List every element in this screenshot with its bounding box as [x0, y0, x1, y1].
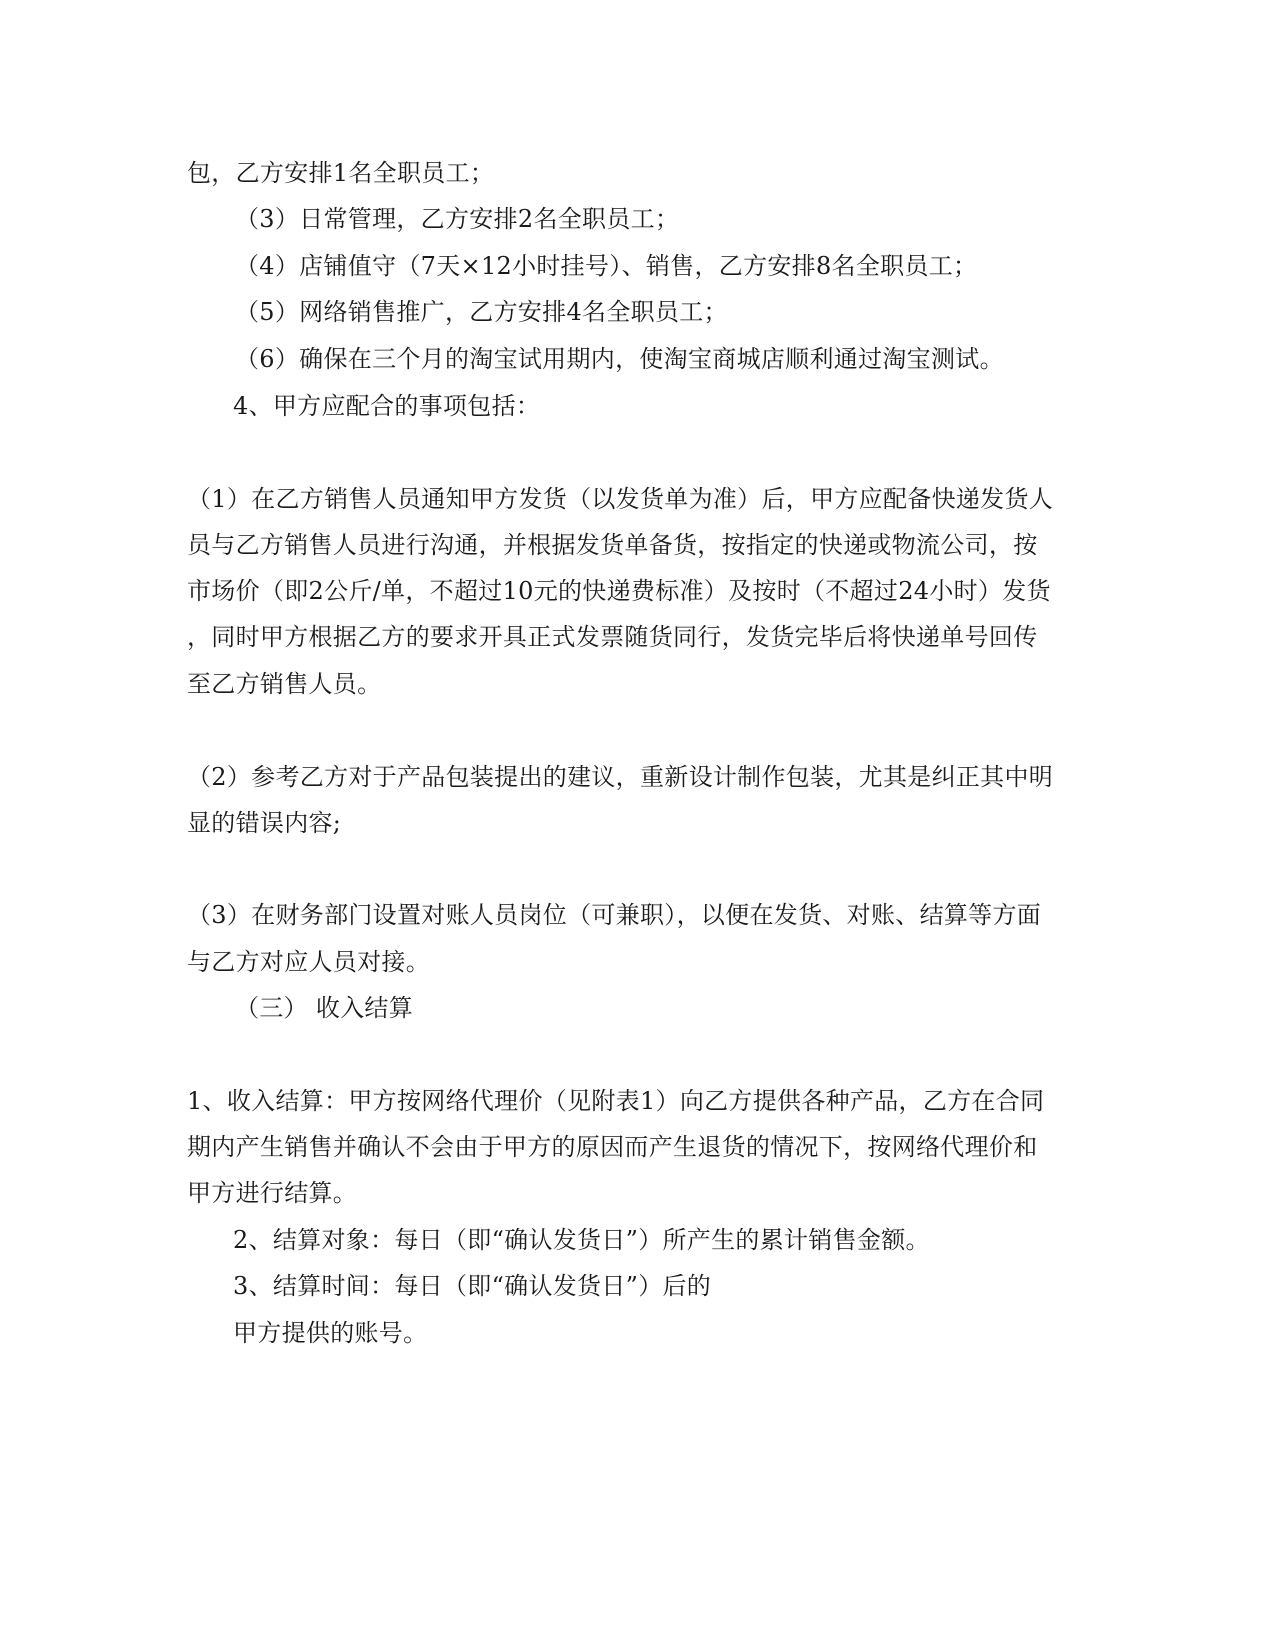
paragraph-line: 1、收入结算：甲方按网络代理价（见附表1）向乙方提供各种产品，乙方在合同: [187, 1087, 1045, 1115]
paragraph-line: 员与乙方销售人员进行沟通，并根据发货单备货，按指定的快递或物流公司，按: [187, 531, 1038, 559]
paragraph-line: （3）日常管理，乙方安排2名全职员工；: [235, 205, 680, 233]
paragraph-line: （6）确保在三个月的淘宝试用期内，使淘宝商城店顺利通过淘宝测试。: [235, 345, 1004, 373]
paragraph-line: （5）网络销售推广，乙方安排4名全职员工；: [235, 298, 728, 326]
paragraph-line: （3）在财务部门设置对账人员岗位（可兼职），以便在发货、对账、结算等方面: [187, 901, 1042, 929]
paragraph-line: 3、结算时间：每日（即“确认发货日”）后的: [233, 1272, 712, 1300]
paragraph-line: ，同时甲方根据乙方的要求开具正式发票随货同行，发货完毕后将快递单号回传: [187, 623, 1038, 651]
paragraph-line: 与乙方对应人员对接。: [187, 948, 430, 976]
paragraph-line: 包，乙方安排1名全职员工；: [187, 159, 495, 187]
paragraph-line: 期内产生销售并确认不会由于甲方的原因而产生退货的情况下，按网络代理价和: [187, 1133, 1038, 1161]
paragraph-line: 至乙方销售人员。: [187, 670, 382, 698]
section-heading: （三） 收入结算: [235, 994, 414, 1022]
paragraph-line: （1）在乙方销售人员通知甲方发货（以发货单为准）后，甲方应配备快递发货人: [187, 485, 1054, 513]
paragraph-line: 市场价（即2公斤/单，不超过10元的快递费标准）及按时（不超过24小时）发货: [187, 577, 1051, 605]
paragraph-line: （4）店铺值守（7天×12小时挂号）、销售，乙方安排8名全职员工；: [235, 252, 978, 280]
paragraph-line: 甲方提供的账号。: [233, 1319, 428, 1347]
paragraph-line: 2、结算对象：每日（即“确认发货日”）所产生的累计销售金额。: [233, 1226, 930, 1254]
paragraph-line: 显的错误内容;: [187, 809, 342, 837]
paragraph-line: 甲方进行结算。: [187, 1179, 358, 1207]
paragraph-line: （2）参考乙方对于产品包装提出的建议，重新设计制作包装，尤其是纠正其中明: [187, 763, 1054, 791]
section-heading: 4、甲方应配合的事项包括：: [233, 392, 541, 420]
